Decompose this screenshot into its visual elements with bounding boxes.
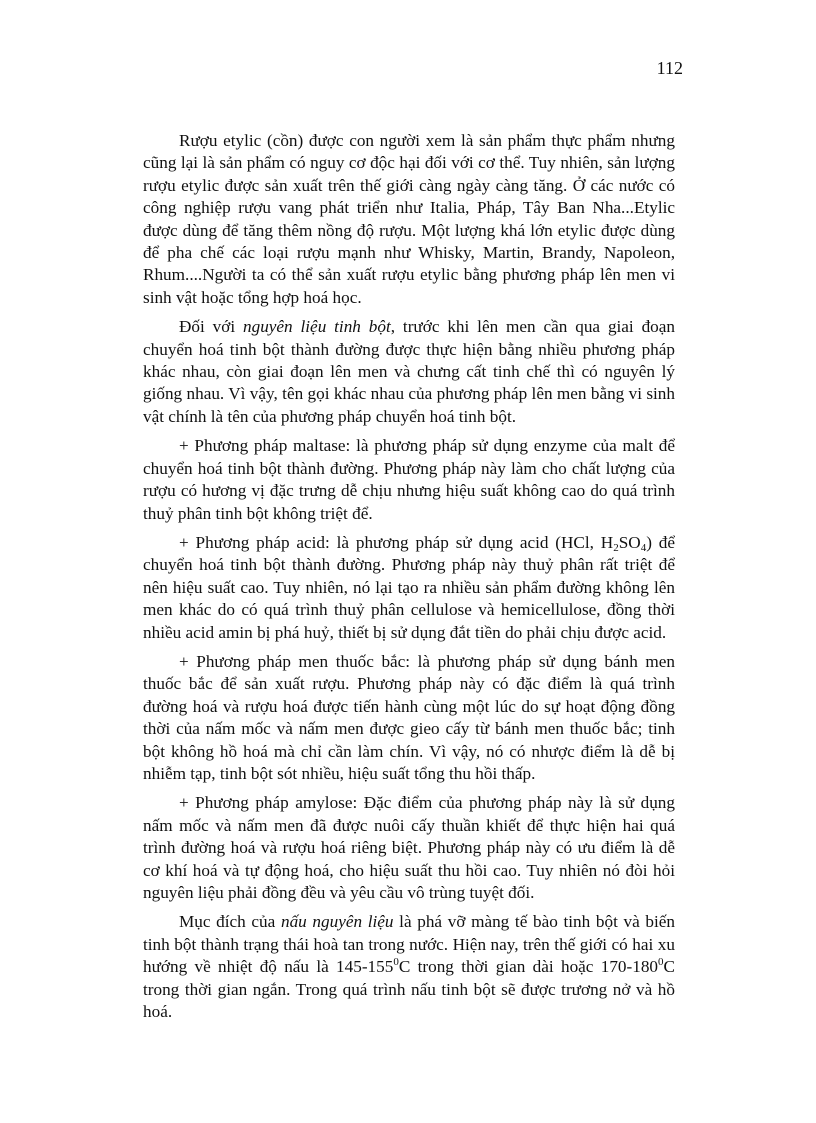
text-run: C trong thời gian ngắn. Trong quá trình nấu tinh bột sẽ được trương nở và hồ hoá. [143, 957, 675, 1022]
text-run: Mục đích của [179, 912, 281, 932]
paragraph-herbal-yeast-method: + Phương pháp men thuốc bắc: là phương pháp sử dụng bánh men thuốc bắc để sản xuất rượu. Phương pháp này có đặc điểm là quá trình đường hoá và rượu hoá được tiến hành cùng một lúc do sự hoạt động đồng thời của nấm mốc và nấm men được gieo cấy từ bánh men thuốc bắc; tinh bột không hồ hoá mà chỉ cần làm chín. Vì vậy, nó có nhược điểm là dễ bị nhiễm tạp, tinh bột sót nhiều, hiệu suất tổng thu hồi thấp. [143, 651, 675, 783]
page-number: 112 [656, 58, 683, 78]
paragraph-amylose-method: + Phương pháp amylose: Đặc điểm của phương pháp này là sử dụng nấm mốc và nấm men đã được nuôi cấy thuần khiết để thực hiện hai quá trình đường hoá và rượu hoá riêng biệt. Phương pháp này có ưu điểm là dễ cơ khí hoá và tự động hoá, cho hiệu suất thu hồi cao. Tuy nhiên nó đòi hỏi nguyên liệu phải đồng đều và yêu cầu vô trùng tuyệt đối. [143, 793, 675, 902]
paragraph-cooking-purpose [143, 911, 675, 1023]
subscript: 4 [640, 541, 647, 554]
text-run: , trước khi lên men cần qua giai đoạn chuyển hoá tinh bột thành đường được thực hiện bằng nhiều phương pháp khác nhau, còn giai đoạn lên men và chưng cất tinh chế thì có nguyên lý giống nhau. Vì vậy, tên gọi khác nhau của phương pháp lên men bằng vi sinh vật chính là tên của phương pháp chuyển hoá tinh bột. [143, 317, 675, 426]
text-run: Đối với [179, 317, 243, 337]
paragraph-ethanol-intro: Rượu etylic (cồn) được con người xem là sản phẩm thực phẩm nhưng cũng lại là sản phẩm có nguy cơ độc hại đối với cơ thể. Tuy nhiên, sản lượng rượu etylic được sản xuất trên thế giới càng ngày càng tăng. Ở các nước có công nghiệp rượu vang phát triển như Italia, Pháp, Tây Ban Nha...Etylic được dùng để tăng thêm nồng độ rượu. Một lượng khá lớn etylic được dùng để pha chế các loại rượu mạnh như Whisky, Martin, Brandy, Napoleon, Rhum....Người ta có thể sản xuất rượu etylic bằng phương pháp lên men vi sinh vật hoặc tổng hợp hoá học. [143, 131, 675, 307]
superscript: 0 [393, 956, 399, 969]
text-run: SO [618, 532, 641, 552]
text-run: ) để chuyển hoá tinh bột thành đường. Phương pháp này thuỷ phân rất triệt để nên hiệu suất cao. Tuy nhiên, nó lại tạo ra nhiều sản phẩm đường không lên men khác do có quá trình thuỷ phân cellulose và hemicellulose, đồng thời nhiều acid amin bị phá huỷ, thiết bị sử dụng đắt tiền do phải chịu được acid. [143, 532, 675, 642]
paragraph-starch-materials [143, 316, 675, 428]
text-run: + Phương pháp acid: là phương pháp sử dụng acid (HCl, H [179, 532, 614, 552]
paragraph-acid-method [143, 532, 675, 644]
subscript: 2 [613, 541, 619, 554]
paragraph-maltase-method: + Phương pháp maltase: là phương pháp sử dụng enzyme của malt để chuyển hoá tinh bột thành đường. Phương pháp này làm cho chất lượng của rượu có hương vị đặc trưng dễ chịu nhưng hiệu suất không cao do quá trình thuỷ phân tinh bột không triệt để. [143, 436, 675, 523]
body-text [143, 130, 675, 1030]
text-run: C trong thời gian dài hoặc 170-180 [398, 957, 659, 977]
text-run: là phá vỡ màng tế bào tinh bột và biến tinh bột thành trạng thái hoà tan trong nước. Hiện nay, trên thế giới có hai xu hướng về nhiệt độ nấu là 145-155 [143, 912, 676, 977]
emphasis-term: nấu nguyên liệu [280, 912, 394, 932]
superscript: 0 [658, 956, 664, 969]
emphasis-term: nguyên liệu tinh bột [243, 317, 391, 337]
